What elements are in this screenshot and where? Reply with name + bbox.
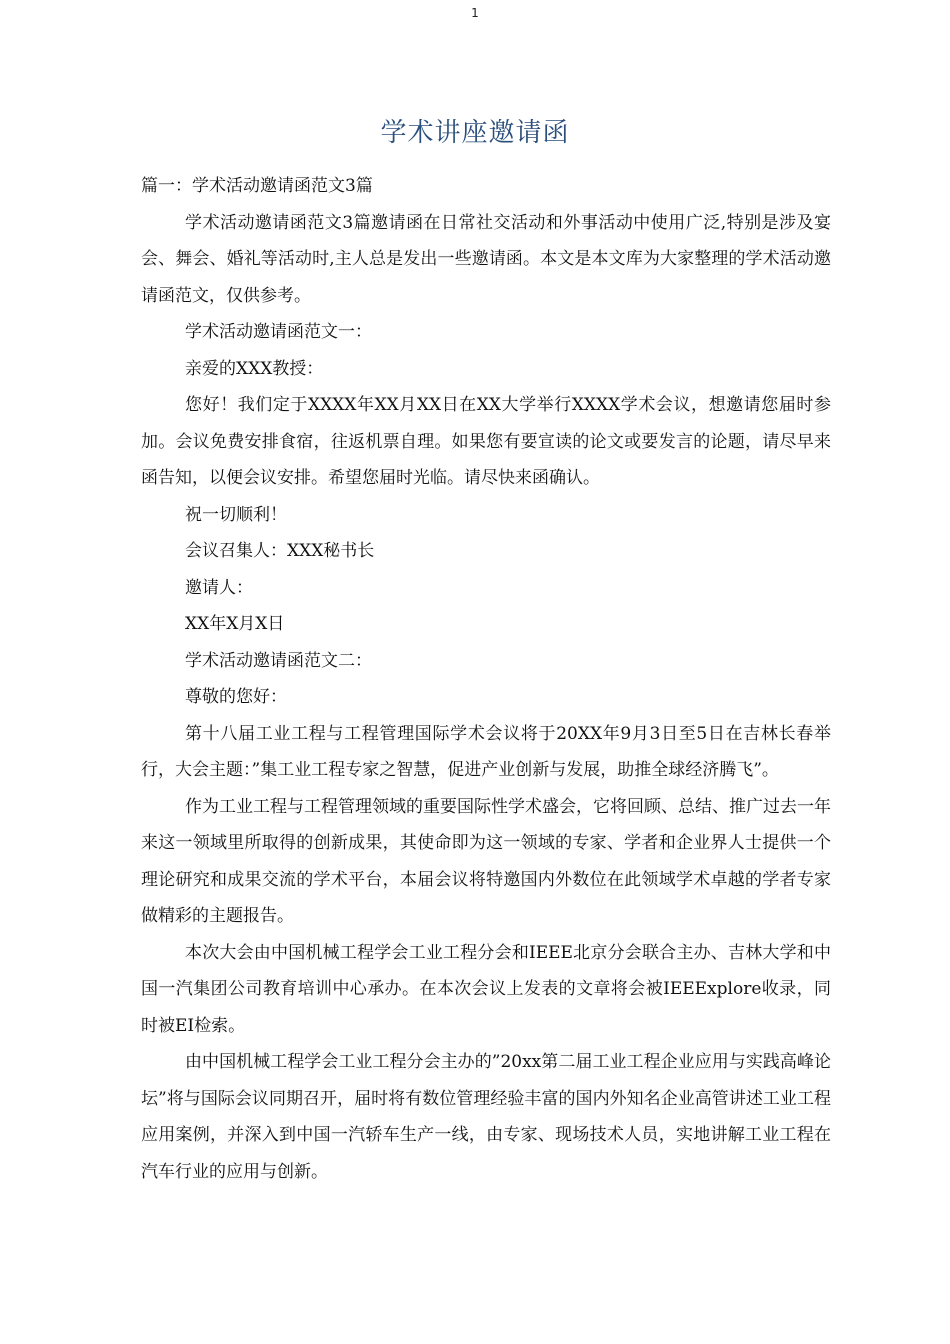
body-paragraph: 您好！我们定于XXXX年XX月XX日在XX大学举行XXXX学术会议，想邀请您届时参加。会议免费安排食宿，往返机票自理。如果您有要宣读的论文或要发言的论题，请尽早来函告知，以便会议安排。希望您届时光临。请尽快来函确认。: [141, 395, 831, 488]
intro-paragraph: 学术活动邀请函范文3篇邀请函在日常社交活动和外事活动中使用广泛,特别是涉及宴会、舞会、婚礼等活动时,主人总是发出一些邀请函。本文是本文库为大家整理的学术活动邀请函范文，仅供参考。: [141, 212, 831, 306]
document-body: [141, 168, 831, 1190]
closing-wish: 祝一切顺利！: [185, 504, 287, 525]
convener-line: 会议召集人：XXX秘书长: [185, 541, 375, 561]
salutation: 尊敬的您好：: [185, 687, 287, 707]
salutation: 亲爱的XXX教授：: [185, 358, 324, 379]
example-one-heading: 学术活动邀请函范文一：: [185, 322, 372, 342]
section-heading: 篇一：学术活动邀请函范文3篇: [141, 176, 373, 196]
date-line: XX年X月X日: [185, 614, 285, 634]
example-two-heading: 学术活动邀请函范文二：: [185, 650, 372, 671]
body-paragraph: 由中国机械工程学会工业工程分会主办的”20xx第二届工业工程企业应用与实践高峰论坛”将与国际会议同期召开，届时将有数位管理经验丰富的国内外知名企业高管讲述工业工程应用案例，并深入到中国一汽轿车生产一线，由专家、现场技术人员，实地讲解工业工程在汽车行业的应用与创新。: [141, 1052, 831, 1182]
body-paragraph: 作为工业工程与工程管理领域的重要国际性学术盛会，它将回顾、总结、推广过去一年来这一领域里所取得的创新成果，其使命即为这一领域的专家、学者和企业界人士提供一个理论研究和成果交流的学术平台，本届会议将特邀国内外数位在此领域学术卓越的学者专家做精彩的主题报告。: [141, 796, 831, 926]
document-title: 学术讲座邀请函: [380, 118, 570, 148]
page-number: 1: [471, 6, 479, 20]
body-paragraph: 第十八届工业工程与工程管理国际学术会议将于20XX年9月3日至5日在吉林长春举行，大会主题：”集工业工程专家之智慧，促进产业创新与发展，助推全球经济腾飞”。: [141, 723, 831, 780]
body-paragraph: 本次大会由中国机械工程学会工业工程分会和IEEE北京分会联合主办、吉林大学和中国一汽集团公司教育培训中心承办。在本次会议上发表的文章将会被IEEExplore收录，同时被EI检索。: [141, 942, 831, 1036]
inviter-line: 邀请人：: [185, 577, 253, 598]
